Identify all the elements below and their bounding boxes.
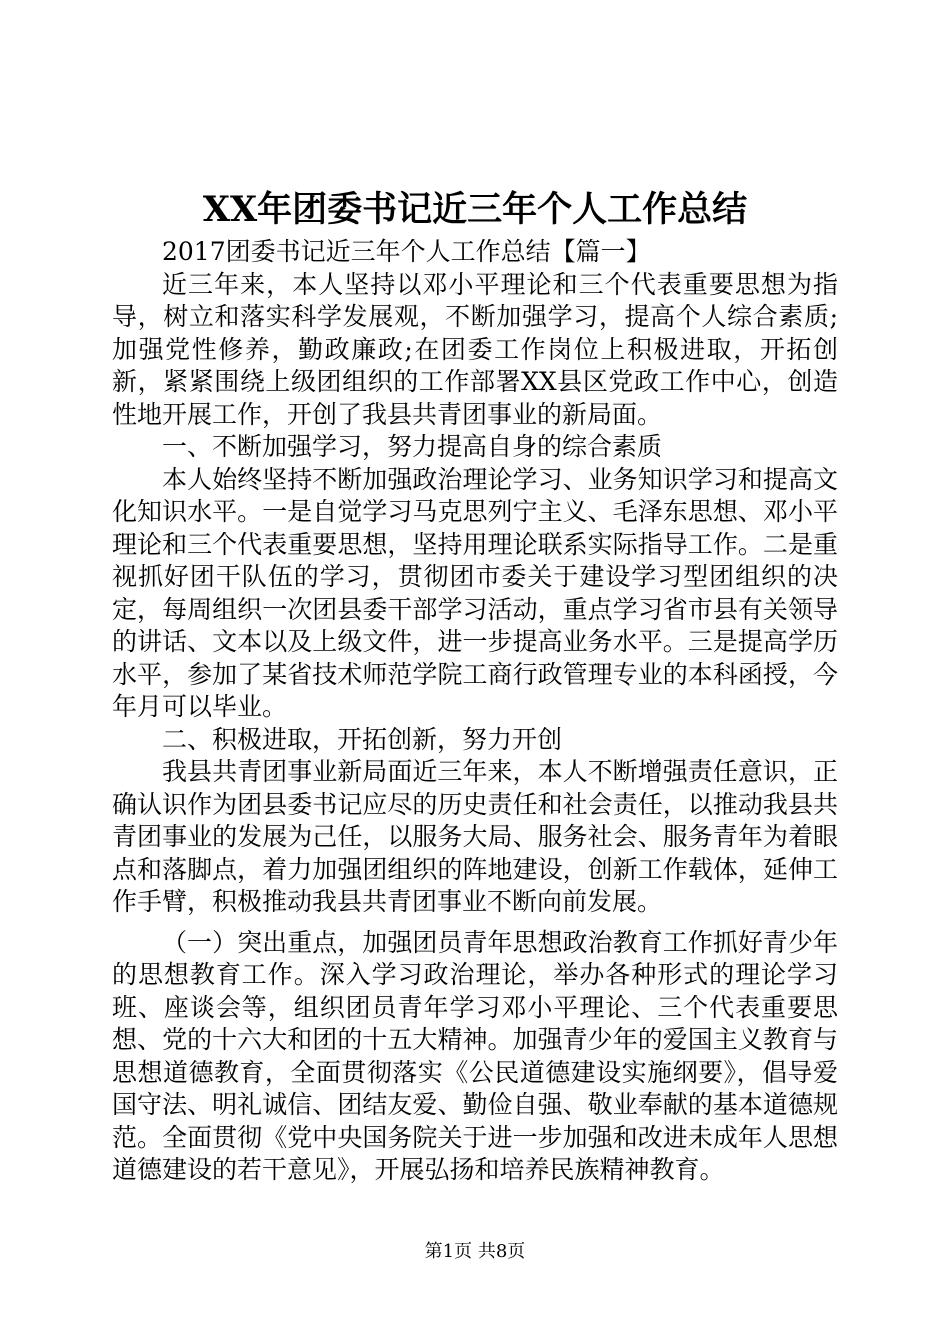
paragraph-education: （一）突出重点，加强团员青年思想政治教育工作抓好青少年的思想教育工作。深入学习政治理论，举办各种形式的理论学习班、座谈会等，组织团员青年学习邓小平理论、三个代表重要思想、党的十六大和团的十五大精神。加强青少年的爱国主义教育与思想道德教育，全面贯彻落实《公民道德建设实施纲要》，倡导爱国守法、明礼诚信、团结友爱、勤俭自强、敬业奉献的基本道德规范。全面贯彻《党中央国务院关于进一步加强和改进未成年人思想道德建设的若干意见》，开展弘扬和培养民族精神教育。 [112,927,838,1184]
section-heading-1: 一、不断加强学习，努力提高自身的综合素质 [162,432,663,461]
document-title: XX年团委书记近三年个人工作总结 [202,189,748,230]
paragraph-intro: 近三年来，本人坚持以邓小平理论和三个代表重要思想为指导，树立和落实科学发展观，不断加强学习，提高个人综合素质;加强党性修养，勤政廉政;在团委工作岗位上积极进取，开拓创新，紧紧围绕上级团组织的工作部署XX县区党政工作中心，创造性地开展工作，开创了我县共青团事业的新局面。 [112,269,838,429]
section-heading-2: 二、积极进取，开拓创新，努力开创 [162,724,563,754]
paragraph-study: 本人始终坚持不断加强政治理论学习、业务知识学习和提高文化知识水平。一是自觉学习马克思列宁主义、毛泽东思想、邓小平理论和三个代表重要思想，坚持用理论联系实际指导工作。二是重视抓好团干队伍的学习，贯彻团市委关于建设学习型团组织的决定，每周组织一次团县委干部学习活动，重点学习省市县有关领导的讲话、文本以及上级文件，进一步提高业务水平。三是提高学历水平，参加了某省技术师范学院工商行政管理专业的本科函授，今年月可以毕业。 [112,464,838,721]
document-body [112,236,838,1187]
page-footer: 第1页 共8页 [424,1241,526,1262]
section-subtitle: 2017团委书记近三年个人工作总结【篇一】 [162,237,651,266]
paragraph-innovation: 我县共青团事业新局面近三年来，本人不断增强责任意识，正确认识作为团县委书记应尽的历史责任和社会责任，以推动我县共青团事业的发展为己任，以服务大局、服务社会、服务青年为着眼点和落脚点，着力加强团组织的阵地建设，创新工作载体，延伸工作手臂，积极推动我县共青团事业不断向前发展。 [112,757,838,916]
